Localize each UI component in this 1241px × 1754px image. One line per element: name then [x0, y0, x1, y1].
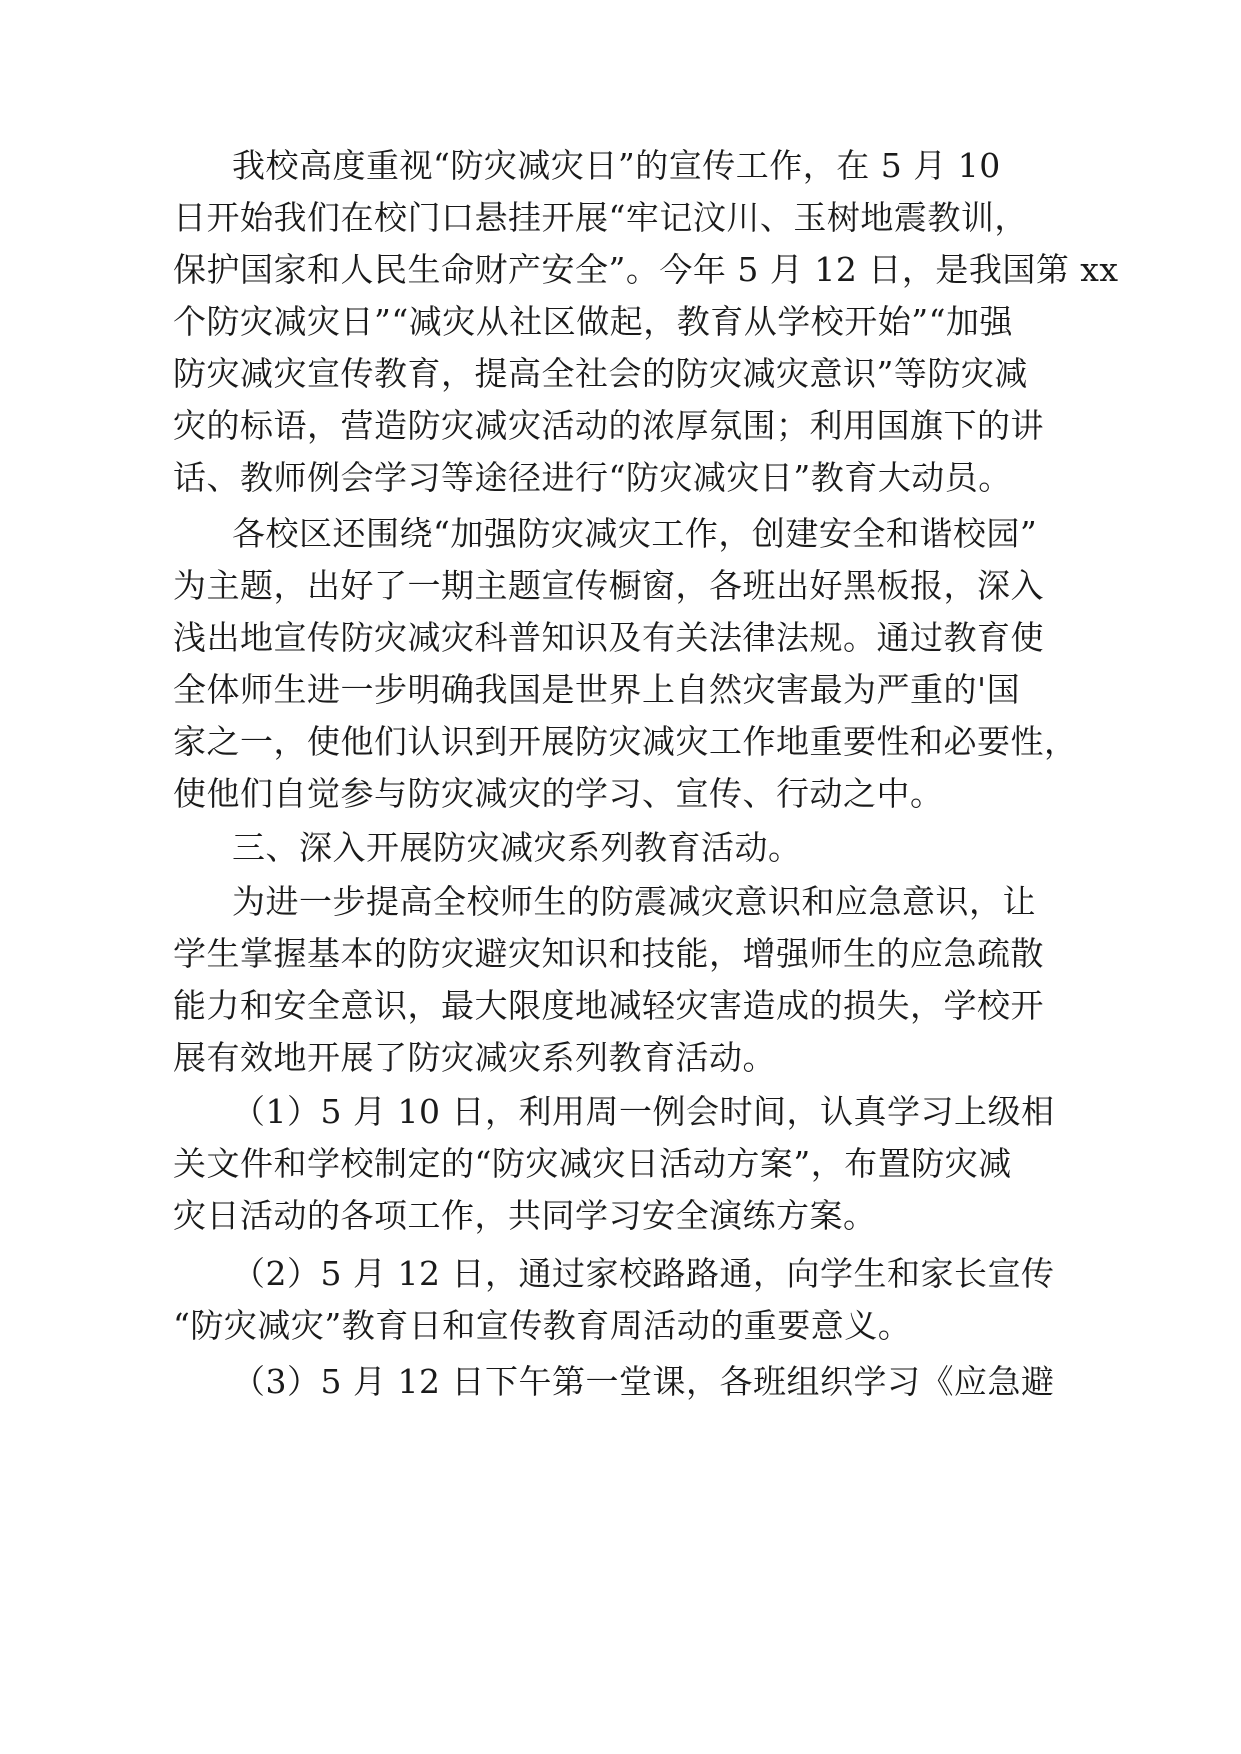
text-line: 个防灾减灾日”“减灾从社区做起，教育从学校开始”“加强 [173, 302, 1013, 341]
text-line: 全体师生进一步明确我国是世界上自然灾害最为严重的'国 [173, 670, 1021, 709]
text-line: 学生掌握基本的防灾避灾知识和技能，增强师生的应急疏散 [173, 934, 1044, 973]
text-line: 为进一步提高全校师生的防震减灾意识和应急意识，让 [232, 882, 1036, 921]
text-line: 日开始我们在校门口悬挂开展“牢记汶川、玉树地震教训， [173, 198, 1028, 237]
text-line: 家之一，使他们认识到开展防灾减灾工作地重要性和必要性， [173, 722, 1078, 761]
text-line: 防灾减灾宣传教育，提高全社会的防灾减灾意识”等防灾减 [173, 354, 1028, 393]
text-line: “防灾减灾”教育日和宣传教育周活动的重要意义。 [173, 1306, 912, 1345]
list-item: （3）5 月 12 日下午第一堂课，各班组织学习《应急避 [232, 1362, 1055, 1401]
text-line: 各校区还围绕“加强防灾减灾工作，创建安全和谐校园” [232, 514, 1038, 553]
text-line: 我校高度重视“防灾减灾日”的宣传工作，在 5 月 10 [232, 146, 1001, 185]
text-line: 保护国家和人民生命财产安全”。今年 5 月 12 日，是我国第 xx [173, 250, 1119, 289]
text-line: 能力和安全意识，最大限度地减轻灾害造成的损失，学校开 [173, 986, 1044, 1025]
text-line: 为主题，出好了一期主题宣传橱窗，各班出好黑板报，深入 [173, 566, 1044, 605]
text-line: 浅出地宣传防灾减灾科普知识及有关法律法规。通过教育使 [173, 618, 1044, 657]
text-line: 灾的标语，营造防灾减灾活动的浓厚氛围；利用国旗下的讲 [173, 406, 1044, 445]
text-line: 展有效地开展了防灾减灾系列教育活动。 [173, 1038, 776, 1077]
text-line: 话、教师例会学习等途径进行“防灾减灾日”教育大动员。 [173, 458, 1012, 497]
text-line: 使他们自觉参与防灾减灾的学习、宣传、行动之中。 [173, 774, 944, 813]
list-item: （2）5 月 12 日，通过家校路路通，向学生和家长宣传 [232, 1254, 1055, 1293]
text-line: 灾日活动的各项工作，共同学习安全演练方案。 [173, 1196, 877, 1235]
text-line: 关文件和学校制定的“防灾减灾日活动方案”，布置防灾减 [173, 1144, 1012, 1183]
list-item: （1）5 月 10 日，利用周一例会时间，认真学习上级相 [232, 1092, 1055, 1131]
section-heading: 三、深入开展防灾减灾系列教育活动。 [232, 828, 802, 867]
